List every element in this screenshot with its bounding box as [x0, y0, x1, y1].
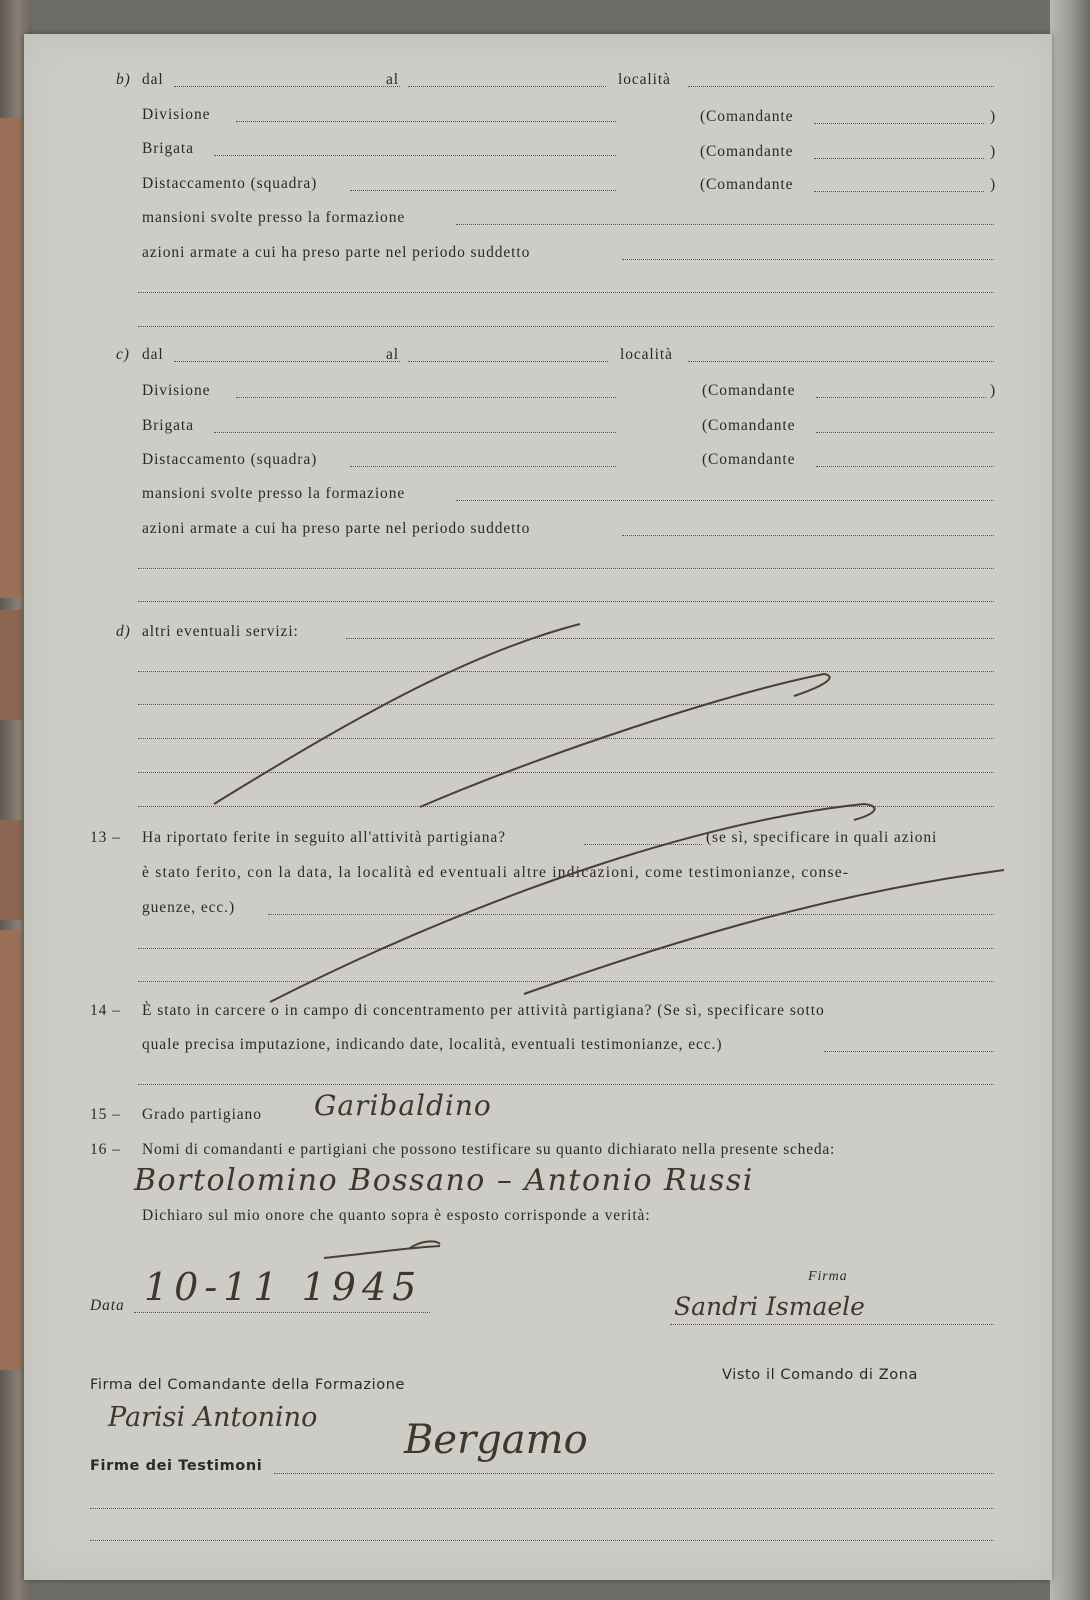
- section-b-azioni: azioni armate a cui ha preso parte nel periodo suddetto: [142, 244, 531, 261]
- section-d-label: d): [116, 623, 131, 640]
- section-c-localita: località: [620, 346, 673, 363]
- q13-line3: guenze, ecc.): [142, 899, 236, 916]
- cancel-stroke: [420, 674, 830, 807]
- section-c-divisione: Divisione: [142, 382, 211, 399]
- section-b-distaccamento: Distaccamento (squadra): [142, 175, 318, 192]
- q16-text: Nomi di comandanti e partigiani che possono testificare su quanto dichiarato nella presente scheda:: [142, 1141, 836, 1158]
- cancel-stroke: [214, 624, 580, 804]
- section-b-comandante: (Comandante: [700, 143, 794, 160]
- binder-tab: [0, 118, 22, 598]
- paren: ): [990, 382, 997, 399]
- section-c-comandante: (Comandante: [702, 382, 796, 399]
- q14-line2: quale precisa imputazione, indicando date, località, eventuali testimonianze, ecc.): [142, 1036, 723, 1053]
- declaration: Dichiaro sul mio onore che quanto sopra è esposto corrisponde a verità:: [142, 1207, 651, 1224]
- q16-handwritten-names: Bortolomino Bossano – Antonio Russi: [134, 1163, 754, 1198]
- next-page-edge: [1050, 0, 1090, 1600]
- date-handwritten: 10-11 1945: [144, 1265, 423, 1309]
- section-c-dal: dal: [142, 346, 164, 363]
- section-c-comandante: (Comandante: [702, 417, 796, 434]
- comandante-formazione-label: Firma del Comandante della Formazione: [90, 1377, 406, 1393]
- comandante-handwritten: Parisi Antonino: [108, 1402, 318, 1433]
- section-b-comandante: (Comandante: [700, 108, 794, 125]
- section-c-brigata: Brigata: [142, 417, 194, 434]
- section-c-al: al: [386, 346, 399, 363]
- q16-number: 16 –: [90, 1141, 121, 1158]
- date-label: Data: [90, 1297, 125, 1314]
- section-c-comandante: (Comandante: [702, 451, 796, 468]
- date-underline-stroke: [324, 1246, 440, 1258]
- paren: ): [990, 176, 997, 193]
- q13-line1-end: (se sì, specificare in quali azioni: [706, 829, 938, 846]
- cancel-stroke: [270, 804, 875, 1002]
- testimoni-label: Firme dei Testimoni: [90, 1458, 263, 1474]
- q13-number: 13 –: [90, 829, 121, 846]
- firma-handwritten: Sandri Ismaele: [674, 1292, 865, 1321]
- paren: ): [990, 108, 997, 125]
- section-b-divisione: Divisione: [142, 106, 211, 123]
- q13-line1: Ha riportato ferite in seguito all'attività partigiana?: [142, 829, 506, 846]
- binder-tab: [0, 610, 22, 720]
- q15-number: 15 –: [90, 1106, 121, 1123]
- q15-text: Grado partigiano: [142, 1106, 262, 1123]
- section-b-comandante: (Comandante: [700, 176, 794, 193]
- section-c-mansioni: mansioni svolte presso la formazione: [142, 485, 406, 502]
- comando-zona-label: Visto il Comando di Zona: [722, 1367, 919, 1383]
- q14-number: 14 –: [90, 1002, 121, 1019]
- section-d-text: altri eventuali servizi:: [142, 623, 299, 640]
- q14-line1: È stato in carcere o in campo di concentramento per attività partigiana? (Se sì, specificare sotto: [142, 1002, 825, 1019]
- testimoni-handwritten: Bergamo: [404, 1417, 588, 1463]
- q15-handwritten-grade: Garibaldino: [314, 1089, 492, 1122]
- section-b-al: al: [386, 71, 399, 88]
- form-page: [24, 34, 1052, 1580]
- section-b-brigata: Brigata: [142, 140, 194, 157]
- section-b-localita: località: [618, 71, 671, 88]
- section-c-distaccamento: Distaccamento (squadra): [142, 451, 318, 468]
- cancel-strokes: [24, 34, 1052, 1580]
- binder-tab: [0, 930, 22, 1370]
- cancel-stroke: [524, 870, 1004, 994]
- section-c-azioni: azioni armate a cui ha preso parte nel periodo suddetto: [142, 520, 531, 537]
- q13-line2: è stato ferito, con la data, la località ed eventuali altre indicazioni, come testimonianze, conse-: [142, 864, 850, 881]
- section-b-dal: dal: [142, 71, 164, 88]
- section-b-mansioni: mansioni svolte presso la formazione: [142, 209, 406, 226]
- binder-tab: [0, 820, 22, 920]
- section-c-label: c): [116, 346, 130, 363]
- paren: ): [990, 143, 997, 160]
- section-b-label: b): [116, 71, 131, 88]
- firma-label: Firma: [808, 1269, 848, 1284]
